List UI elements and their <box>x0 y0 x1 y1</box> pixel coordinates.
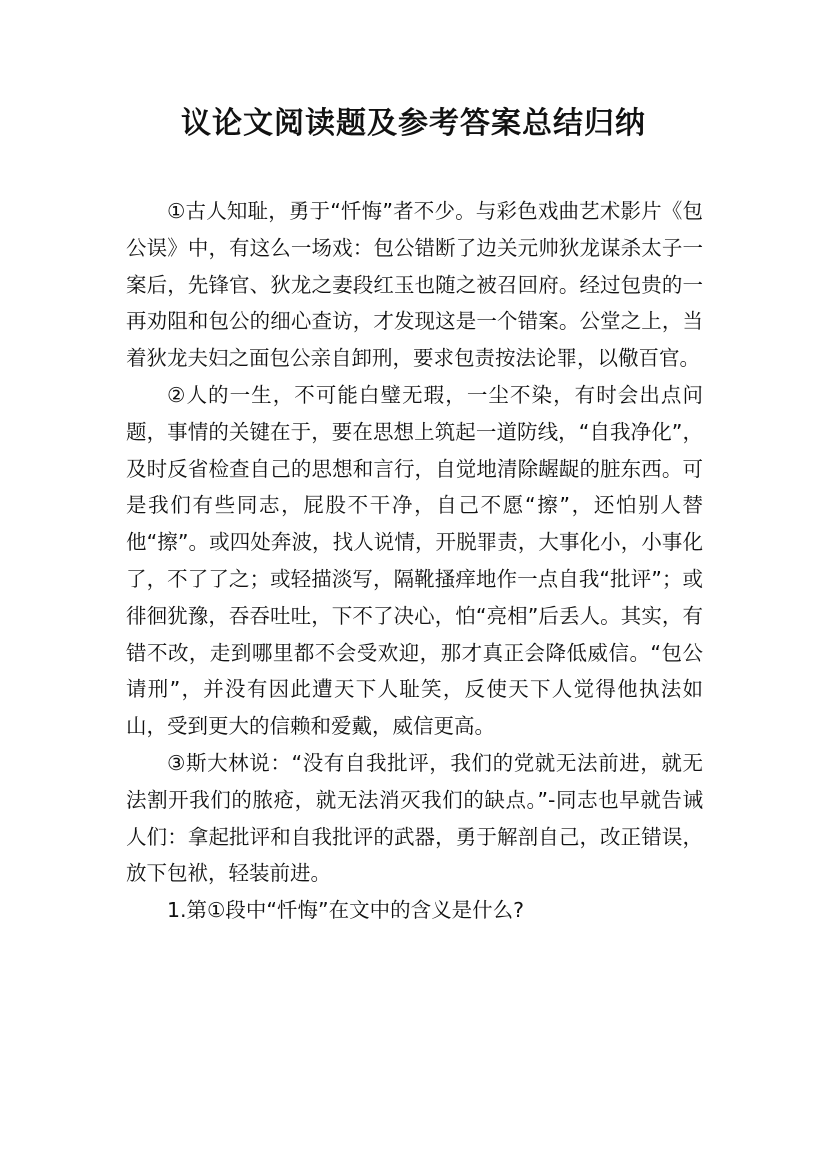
question-1: 1.第①段中“忏悔”在文中的含义是什么? <box>167 898 525 923</box>
paragraph-1: ①古人知耻，勇于“忏悔”者不少。与彩色戏曲艺术影片《包公误》中，有这么一场戏：包公错断了边关元帅狄龙谋杀太子一案后，先锋官、狄龙之妻段红玉也随之被召回府。经过包贵的一再劝阻和包公的细心查访，才发现这是一个错案。公堂之上，当着狄龙夫妇之面包公亲自卸刑，要求包责按法论罪，以儆百官。 <box>126 199 703 371</box>
paragraph-3: ③斯大林说：“没有自我批评，我们的党就无法前进，就无法割开我们的脓疮，就无法消灭我们的缺点。”-同志也早就告诫人们：拿起批评和自我批评的武器，勇于解剖自己，改正错误，放下包袱，轻装前进。 <box>126 750 703 886</box>
article-body <box>126 193 703 929</box>
page-title: 议论文阅读题及参考答案总结归纳 <box>181 106 646 141</box>
paragraph-2: ②人的一生，不可能白璧无瑕，一尘不染，有时会出点问题，事情的关键在于，要在思想上筑起一道防线，“自我净化”，及时反省检查自己的思想和言行，自觉地清除龌龊的脏东西。可是我们有些同志，屁股不干净，自己不愿“擦”，还怕别人替他“擦”。或四处奔波，找人说情，开脱罪责，大事化小，小事化了，不了了之；或轻描淡写，隔靴搔痒地作一点自我“批评”；或徘徊犹豫，吞吞吐吐，下不了决心，怕“亮相”后丢人。其实，有错不改，走到哪里都不会受欢迎，那才真正会降低威信。“包公请刑”，并没有因此遭天下人耻笑，反使天下人觉得他执法如山，受到更大的信赖和爱戴，威信更高。 <box>126 382 703 739</box>
